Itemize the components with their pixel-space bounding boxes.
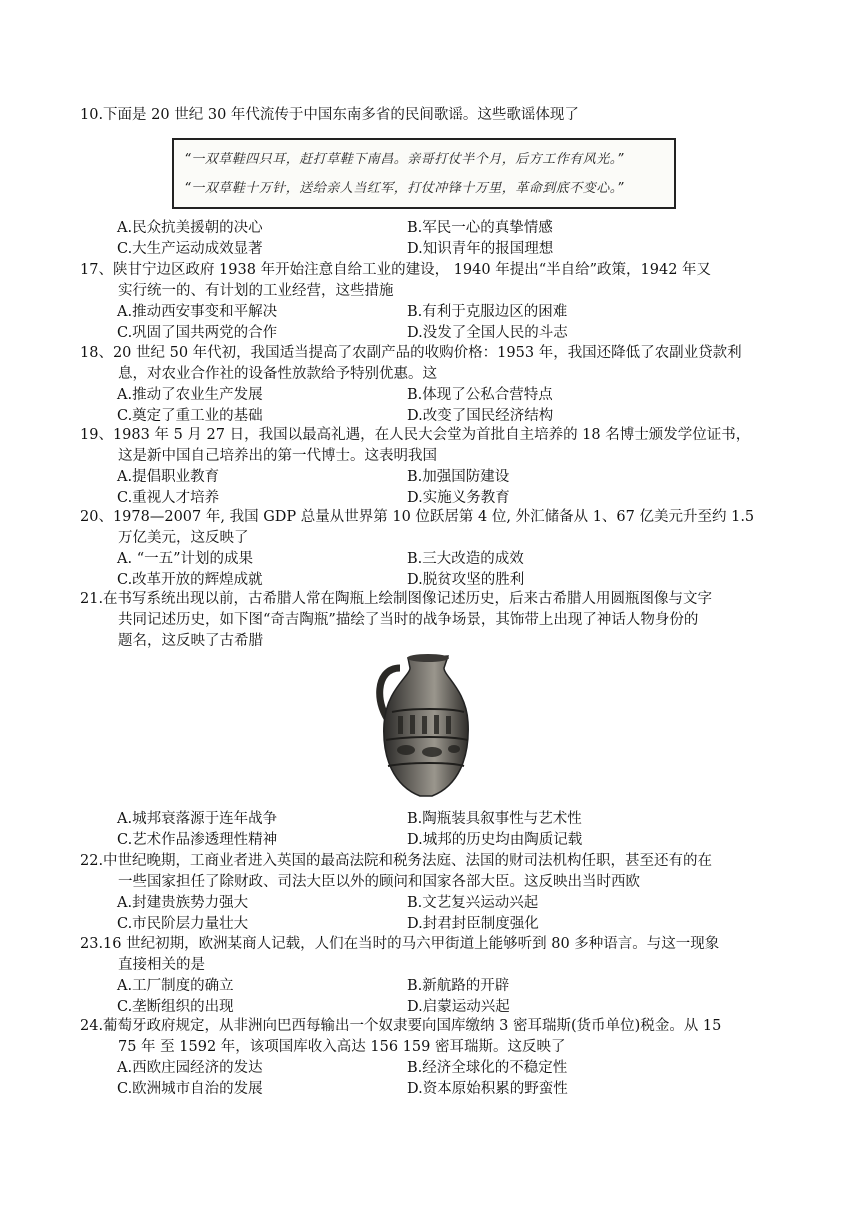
option-b[interactable]: B.文艺复兴运动兴起: [407, 895, 539, 911]
option-d[interactable]: D.知识青年的报国理想: [407, 240, 554, 257]
question-18: [80, 343, 785, 426]
option-d[interactable]: D.实施义务教育: [407, 489, 510, 506]
option-a[interactable]: A.封建贵族势力强大: [117, 895, 249, 911]
option-b[interactable]: B.加强国防建设: [407, 469, 510, 485]
question-10: [80, 105, 785, 126]
question-stem: 24.葡萄牙政府规定，从非洲向巴西每输出一个奴隶要向国库缴纳 3 密耳瑞斯(货币单位)税金。从 15: [80, 1018, 722, 1034]
option-c[interactable]: C.欧洲城市自治的发展: [117, 1080, 263, 1097]
option-a[interactable]: A.提倡职业教育: [117, 469, 220, 485]
option-c[interactable]: C.巩固了国共两党的合作: [117, 324, 278, 341]
question-stem: 18、20 世纪 50 年代初，我国适当提高了农副产品的收购价格：1953 年，我国还降低了农副业贷款利: [80, 345, 742, 361]
folk-song-box: [172, 138, 676, 209]
question-stem: 23.16 世纪初期，欧洲某商人记载，人们在当时的马六甲街道上能够听到 80 多种语言。与这一现象: [80, 936, 720, 952]
option-a[interactable]: A. “一五”计划的成果: [117, 551, 254, 567]
question-21: [80, 589, 785, 652]
question-stem: 20、1978—2007 年, 我国 GDP 总量从世界第 10 位跃居第 4 位, 外汇储备从 1、67 亿美元升至约 1.5: [80, 509, 755, 525]
question-stem-cont: 息，对农业合作社的设备性放款给予特别优惠。这: [118, 366, 437, 382]
option-d[interactable]: D.改变了国民经济结构: [407, 407, 554, 424]
option-d[interactable]: D.启蒙运动兴起: [407, 998, 510, 1015]
option-c[interactable]: C.重视人才培养: [117, 489, 220, 506]
option-b[interactable]: B.陶瓶装具叙事性与艺术性: [407, 811, 582, 827]
option-b[interactable]: B.经济全球化的不稳定性: [407, 1060, 568, 1076]
option-c[interactable]: C.市民阶层力量壮大: [117, 915, 249, 932]
option-c[interactable]: C.奠定了重工业的基础: [117, 407, 263, 424]
question-stem: 17、陕甘宁边区政府 1938 年开始注意自给工业的建设， 1940 年提出“半自给”政策，1942 年又: [80, 262, 712, 278]
question-stem-cont: 实行统一的、有计划的工业经营，这些措施: [118, 283, 394, 299]
option-a[interactable]: A.民众抗美援朝的决心: [117, 220, 263, 236]
question-stem-cont: 题名，这反映了古希腊: [118, 633, 263, 649]
question-stem: 22.中世纪晚期，工商业者进入英国的最高法院和税务法庭、法国的财司法机构任职，甚至还有的在: [80, 853, 713, 869]
option-d[interactable]: D.没发了全国人民的斗志: [407, 324, 568, 341]
option-d[interactable]: D.资本原始积累的野蛮性: [407, 1080, 568, 1097]
question-stem-cont: 这是新中国自己培养出的第一代博士。这表明我国: [118, 448, 437, 464]
question-stem-cont: 一些国家担任了除财政、司法大臣以外的顾问和国家各部大臣。这反映出当时西欧: [118, 874, 640, 890]
option-d[interactable]: D.封君封臣制度强化: [407, 915, 539, 932]
question-22: [80, 851, 785, 934]
question-17: [80, 260, 785, 343]
question-21-options: [80, 809, 785, 850]
option-a[interactable]: A.城邦衰落源于连年战争: [117, 811, 278, 827]
option-c[interactable]: C.垄断组织的出现: [117, 998, 234, 1015]
option-c[interactable]: C.艺术作品渗透理性精神: [117, 831, 278, 848]
option-b[interactable]: B.军民一心的真挚情感: [407, 220, 553, 236]
question-stem-cont: 万亿美元，这反映了: [118, 530, 249, 546]
option-a[interactable]: A.工厂制度的确立: [117, 978, 234, 994]
option-a[interactable]: A.推动西安事变和平解决: [117, 304, 278, 320]
option-a[interactable]: A.推动了农业生产发展: [117, 387, 263, 403]
question-20: [80, 507, 785, 590]
question-stem-cont: 共同记述历史，如下图“奇吉陶瓶”描绘了当时的战争场景，其饰带上出现了神话人物身份的: [118, 612, 699, 628]
option-b[interactable]: B.三大改造的成效: [407, 551, 524, 567]
folk-song-line: “一双草鞋四只耳，赶打草鞋下南昌。亲哥打仗半个月，后方工作有风光。”: [184, 151, 624, 167]
option-c[interactable]: C.改革开放的辉煌成就: [117, 571, 263, 588]
option-c[interactable]: C.大生产运动成效显著: [117, 240, 263, 257]
chigi-vase-image: [370, 650, 482, 800]
option-d[interactable]: D.脱贫攻坚的胜利: [407, 571, 525, 588]
question-stem: 10.下面是 20 世纪 30 年代流传于中国东南多省的民间歌谣。这些歌谣体现了: [80, 107, 579, 123]
question-24: [80, 1016, 785, 1099]
option-a[interactable]: A.西欧庄园经济的发达: [117, 1060, 263, 1076]
folk-song-line: “一双草鞋十万针，送给亲人当红军，打仗冲锋十万里，革命到底不变心。”: [184, 180, 624, 196]
question-stem: 19、1983 年 5 月 27 日，我国以最高礼遇，在人民大会堂为首批自主培养的 18 名博士颁发学位证书，: [80, 427, 751, 443]
question-stem: 21.在书写系统出现以前，古希腊人常在陶瓶上绘制图像记述历史，后来古希腊人用圆瓶图像与文字: [80, 591, 713, 607]
option-b[interactable]: B.新航路的开辟: [407, 978, 510, 994]
option-b[interactable]: B.体现了公私合营特点: [407, 387, 553, 403]
option-b[interactable]: B.有利于克服边区的困难: [407, 304, 568, 320]
question-10-options: [80, 218, 785, 259]
option-d[interactable]: D.城邦的历史均由陶质记载: [407, 831, 583, 848]
question-19: [80, 425, 785, 508]
question-stem-cont: 直接相关的是: [118, 957, 205, 973]
question-23: [80, 934, 785, 1017]
question-stem-cont: 75 年 至 1592 年，该项国库收入高达 156 159 密耳瑞斯。这反映了: [118, 1039, 566, 1055]
